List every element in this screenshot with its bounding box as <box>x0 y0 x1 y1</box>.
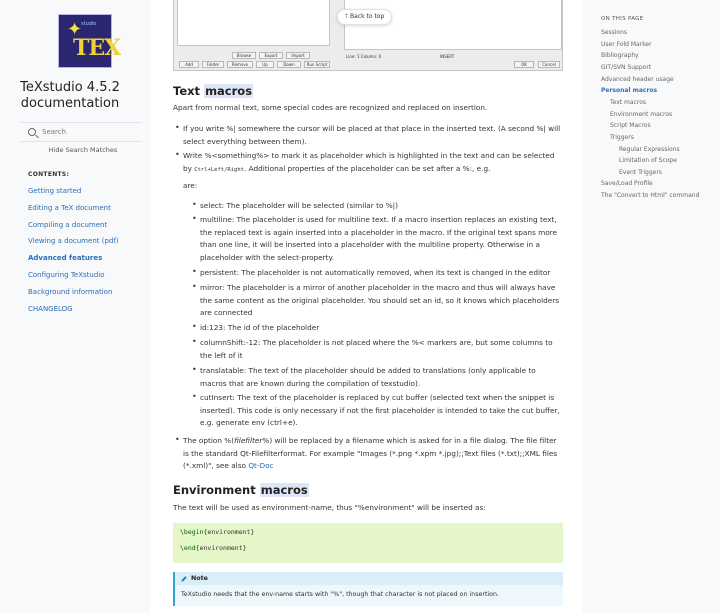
prop-select: select: The placeholder will be selected (similar to %|) <box>200 201 398 210</box>
toc-item-event-triggers[interactable]: Event Triggers <box>619 169 662 176</box>
b3-pre: The option %( <box>183 436 235 445</box>
toc-item-triggers[interactable]: Triggers <box>610 134 634 141</box>
contents-label: CONTENTS: <box>28 171 70 178</box>
are-label: are: <box>183 181 198 190</box>
heading-highlight: macros <box>260 483 308 497</box>
status-mode: INSERT <box>440 54 455 59</box>
down-button: Down <box>277 61 301 68</box>
macro-list-pane <box>177 0 330 46</box>
toc-item-regular-expressions[interactable]: Regular Expressions <box>619 146 680 153</box>
nav-item-configuring[interactable]: Configuring TeXstudio <box>28 270 105 279</box>
heading-word: Environment <box>173 483 256 497</box>
prop-mirror: mirror: The placeholder is a mirror of another placeholder in the macro and thus will always have the same content as the original placeholder. You should set an id, so it knows which placeholders are connected <box>200 283 560 317</box>
toc-item-save-load-profile[interactable]: Save/Load Profile <box>601 180 653 187</box>
search-icon <box>28 128 36 136</box>
toc-item-personal-macros[interactable]: Personal macros <box>601 87 658 94</box>
hide-search-matches-link[interactable]: Hide Search Matches <box>48 146 118 154</box>
cancel-button: Cancel <box>538 61 560 68</box>
toc-item-text-macros[interactable]: Text macros <box>610 99 646 106</box>
toc-item-user-fold-marker[interactable]: User Fold Marker <box>601 41 652 48</box>
back-to-top-button[interactable] <box>337 9 392 25</box>
run-script-button: Run Script <box>304 61 330 68</box>
toc-item-bibliography[interactable]: Bibliography <box>601 52 639 59</box>
intro-paragraph: Apart from normal text, some special codes are recognized and replaced on insertion. <box>173 103 488 112</box>
bullet <box>192 323 198 329</box>
status-line: Line: 1 Column: 0 <box>346 54 382 59</box>
bullet <box>175 124 181 130</box>
site-title[interactable]: TeXstudio 4.5.2 documentation <box>20 80 120 111</box>
bullet-placeholder <box>183 150 563 176</box>
nav-item-background[interactable]: Background information <box>28 287 113 296</box>
code-begin-arg: {environment} <box>203 528 255 536</box>
logo-sub: studio <box>81 21 97 27</box>
add-button: Add <box>179 61 199 68</box>
page-toc <box>582 0 720 613</box>
texstudio-logo[interactable] <box>58 14 121 68</box>
toc-item-git-svn[interactable]: GIT/SVN Support <box>601 64 652 71</box>
toc-title: ON THIS PAGE <box>601 16 644 22</box>
sidebar-nav <box>28 187 119 321</box>
import-button: Import <box>286 52 310 59</box>
bullet <box>192 201 198 207</box>
code-end: \end <box>180 544 196 552</box>
nav-item-editing[interactable]: Editing a TeX document <box>28 203 111 212</box>
bullet <box>192 393 198 399</box>
remove-button: Remove <box>227 61 253 68</box>
toc-item-script-macros[interactable]: Script Macros <box>610 122 651 129</box>
heading-environment-macros <box>173 483 309 497</box>
folder-button: Folder <box>202 61 224 68</box>
prop-id: id:123: The id of the placeholder <box>200 323 320 332</box>
note-header <box>175 572 563 585</box>
heading-highlight: macros <box>205 84 253 98</box>
b3-mid: %) will be replaced by a filename which is asked for in a file dialog. The file filter is the standard Qt-Filefilterformat. For example "Images (*.png *.xpm *.jpg);;Text files (*.txt);;XML files (*.xml)", see also <box>183 436 558 470</box>
b2-pre: Write %<something%> to mark it as placeholder which is highlighted in the text and can be selected by <box>183 151 555 173</box>
bullet <box>192 268 198 274</box>
browse-button: Browse <box>232 52 256 59</box>
arrow-up-icon: 🡑 <box>345 13 349 20</box>
prop-translatable: translatable: The text of the placeholder should be added to translations (only applicable to macros that are known during the compilation of texstudio). <box>200 366 536 388</box>
bullet <box>192 215 198 221</box>
ok-button: OK <box>514 61 534 68</box>
search-input[interactable] <box>42 128 132 136</box>
star-icon: ✦ <box>67 19 83 40</box>
prop-cutinsert: cutInsert: The text of the placeholder is replaced by cut buffer (selected text when the snippet is inserted). This code is only necessary if not the first placeholder is intended to take the cut buffer, e.g. generate env (ctrl+e). <box>200 393 560 427</box>
code-block <box>173 523 563 563</box>
bullet <box>192 283 198 289</box>
export-button: Export <box>259 52 283 59</box>
toc-item-convert-to-html[interactable]: The "Convert to Html" command <box>601 192 700 199</box>
prop-columnshift: columnShift:-12: The placeholder is not placed where the %< markers are, but some columns to the left of it <box>200 338 553 360</box>
toc-item-limitation-of-scope[interactable]: Limitation of Scope <box>619 157 677 164</box>
bullet-filefilter <box>183 435 563 473</box>
pencil-icon <box>181 576 187 582</box>
b3-em: filefilter <box>234 436 263 445</box>
main-content <box>150 0 582 613</box>
back-to-top-label: Back to top <box>350 13 385 20</box>
qt-doc-link[interactable]: Qt-Doc <box>248 461 274 470</box>
nav-item-advanced-features[interactable]: Advanced features <box>28 254 103 263</box>
heading-word: Text <box>173 84 201 98</box>
kbd-shortcut: Ctrl+Left/Right <box>194 166 244 173</box>
note-body: TeXstudio needs that the env-name starts with "%", though that character is not placed on insertion. <box>181 591 500 598</box>
note-box <box>173 572 563 606</box>
code-blank <box>180 536 556 544</box>
up-button: Up <box>256 61 274 68</box>
logo-text: TEX <box>73 35 121 61</box>
prop-multiline: multiline: The placeholder is used for multiline text. If a macro insertion replaces an existing text, the replaced text is again inserted into a placeholder in the macro. If the original text spans more than one line, it will be inserted into a placeholder with the multiline property. Otherwise in a placeholder with the select-property. <box>200 215 558 262</box>
bullet <box>192 338 198 344</box>
bullet <box>175 436 181 442</box>
bullet <box>192 366 198 372</box>
bullet <box>175 151 181 157</box>
env-paragraph: The text will be used as environment-name, thus "%environment" will be inserted as: <box>173 503 486 512</box>
code-line-begin <box>180 528 556 536</box>
note-title: Note <box>191 575 208 582</box>
nav-item-changelog[interactable]: CHANGELOG <box>28 304 73 313</box>
code-end-arg: {environment} <box>195 544 247 552</box>
sidebar <box>0 0 150 613</box>
nav-item-getting-started[interactable]: Getting started <box>28 187 82 195</box>
toc-item-advanced-header[interactable]: Advanced header usage <box>601 76 674 83</box>
bullet-cursor: If you write %| somewhere the cursor will be placed at that place in the inserted text. (A second %| will select everything between them). <box>183 124 561 146</box>
toc-item-sessions[interactable]: Sessions <box>601 29 628 36</box>
b2-post: . Additional properties of the placeholder can be set after a %:, e.g. <box>243 163 491 173</box>
search-box[interactable] <box>20 122 142 142</box>
toc-item-environment-macros[interactable]: Environment macros <box>610 111 673 118</box>
heading-text-macros <box>173 84 253 98</box>
macro-editor-pane <box>344 0 562 50</box>
code-begin: \begin <box>180 528 204 536</box>
prop-persistent: persistent: The placeholder is not automatically removed, when its text is changed in the editor <box>200 268 551 277</box>
nav-item-compiling[interactable]: Compiling a document <box>28 220 108 229</box>
code-line-end <box>180 544 556 552</box>
nav-item-viewing[interactable]: Viewing a document (pdf) <box>28 237 119 246</box>
